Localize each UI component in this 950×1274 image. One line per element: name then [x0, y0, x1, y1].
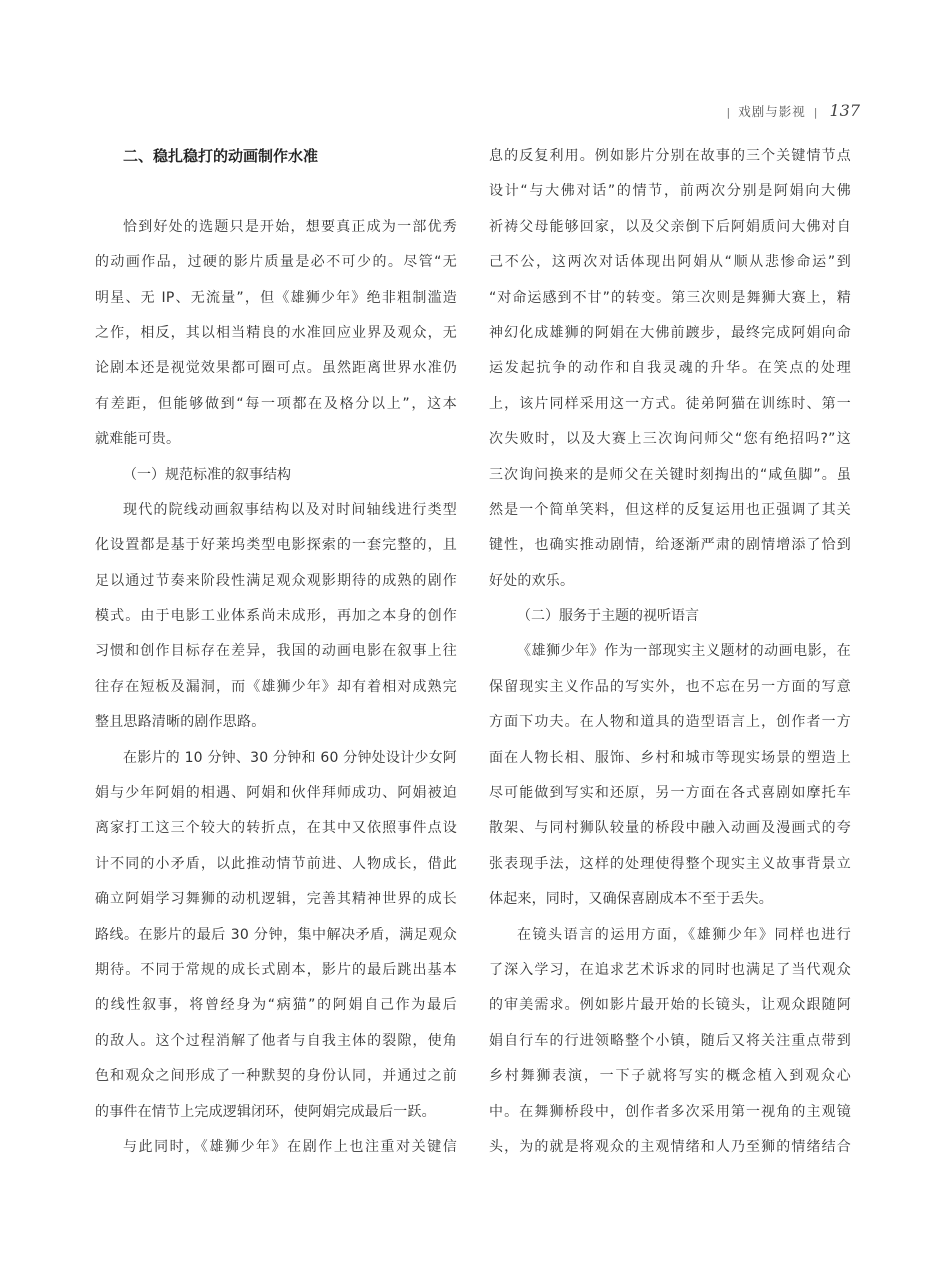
text-line: 乡村舞狮表演，一下子就将写实的概念植入到观众心 — [489, 1068, 851, 1085]
running-header — [727, 101, 861, 121]
text-line: 己不公，这两次对话体现出阿娟从“顺从悲惨命运”到 — [489, 254, 851, 271]
text-line: 确立阿娟学习舞狮的动机逻辑，完善其精神世界的成长 — [95, 891, 457, 908]
paragraph — [95, 493, 457, 741]
text-line: 神幻化成雄狮的阿娟在大佛前踱步，最终完成阿娟向命 — [489, 324, 851, 341]
text-line: 运发起抗争的动作和自我灵魂的升华。在笑点的处理 — [489, 360, 851, 377]
text-line: 色和观众之间形成了一种默契的身份认同，并通过之前 — [95, 1068, 457, 1085]
text-line: 路线。在影片的最后 30 分钟，集中解决矛盾，满足观众 — [95, 926, 457, 943]
text-line: 息的反复利用。例如影片分别在故事的三个关键情节点 — [489, 148, 851, 164]
text-line: 现代的院线动画叙事结构以及对时间轴线进行类型 — [123, 501, 457, 518]
text-line: 论剧本还是视觉效果都可圈可点。虽然距离世界水准仍 — [95, 360, 457, 377]
text-line: 模式。由于电影工业体系尚未成形，再加之本身的创作 — [95, 608, 457, 625]
text-line: 的动画作品，过硬的影片质量是必不可少的。尽管“无 — [95, 254, 457, 271]
text-line: 娟自行车的行进领略整个小镇，随后又将关注重点带到 — [489, 1032, 851, 1049]
text-line: 化设置都是基于好莱坞类型电影探索的一套完整的，且 — [95, 537, 457, 554]
text-line: “对命运感到不甘”的转变。第三次则是舞狮大赛上，精 — [489, 289, 851, 306]
text-line: 设计“与大佛对话”的情节，前两次分别是阿娟向大佛 — [489, 183, 851, 200]
text-line: 足以通过节奏来阶段性满足观众观影期待的成熟的剧作 — [95, 572, 457, 589]
subsection-heading: （一）规范标准的叙事结构 — [123, 466, 291, 483]
paragraph — [95, 1130, 457, 1165]
text-line: 的审美需求。例如影片最开始的长镜头，让观众跟随阿 — [489, 997, 851, 1014]
text-line: 离家打工这三个较大的转折点，在其中又依照事件点设 — [95, 820, 457, 837]
text-line: 次失败时，以及大赛上三次询问师父“您有绝招吗?”这 — [489, 431, 851, 448]
text-line: 的事件在情节上完成逻辑闭环，使阿娟完成最后一跃。 — [95, 1103, 436, 1120]
text-line: 祈祷父母能够回家，以及父亲倒下后阿娟质问大佛对自 — [489, 218, 851, 235]
paragraph — [95, 741, 457, 1130]
text-line: 的线性叙事，将曾经身为“病猫”的阿娟自己作为最后 — [95, 997, 457, 1014]
text-line: 明星、无 IP、无流量”，但《雄狮少年》绝非粗制滥造 — [95, 289, 457, 306]
text-line: 尽可能做到写实和还原，另一方面在各式喜剧如摩托车 — [489, 785, 851, 802]
paragraph — [489, 139, 851, 599]
section-heading: 二、稳扎稳打的动画制作水准 — [123, 147, 319, 165]
text-line: 与此同时，《雄狮少年》在剧作上也注重对关键信 — [123, 1138, 457, 1155]
subsection-heading: （二）服务于主题的视听语言 — [517, 608, 699, 625]
text-line: 往存在短板及漏洞，而《雄狮少年》却有着相对成熟完 — [95, 678, 457, 695]
text-line: 之作，相反，其以相当精良的水准回应业界及观众，无 — [95, 324, 457, 341]
text-line: 头，为的就是将观众的主观情绪和人乃至狮的情绪结合 — [489, 1138, 851, 1155]
text-line: 保留现实主义作品的写实外，也不忘在另一方面的写意 — [489, 678, 851, 695]
text-line: 在影片的 10 分钟、30 分钟和 60 分钟处设计少女阿 — [123, 749, 457, 766]
text-line: 了深入学习，在追求艺术诉求的同时也满足了当代观众 — [489, 961, 851, 978]
text-line: 键性，也确实推动剧情，给逐渐严肃的剧情增添了恰到 — [489, 537, 851, 554]
header-divider: | — [726, 106, 731, 119]
text-line: 上，该片同样采用这一方式。徒弟阿猫在训练时、第一 — [489, 395, 851, 412]
text-line: 张表现手法，这样的处理使得整个现实主义故事背景立 — [489, 855, 851, 872]
text-line: 体起来，同时，又确保喜剧成本不至于丢失。 — [489, 891, 773, 908]
text-line: 期待。不同于常规的成长式剧本，影片的最后跳出基本 — [95, 961, 457, 978]
text-line: 有差距，但能够做到“每一项都在及格分以上”，这本 — [95, 395, 457, 412]
page-number: 137 — [829, 101, 860, 120]
text-line: 然是一个简单笑料，但这样的反复运用也正强调了其关 — [489, 501, 851, 518]
text-line: 《雄狮少年》作为一部现实主义题材的动画电影，在 — [517, 643, 851, 660]
text-line: 散架、与同村狮队较量的桥段中融入动画及漫画式的夸 — [489, 820, 851, 837]
text-line: 习惯和创作目标存在差异，我国的动画电影在叙事上往 — [95, 643, 457, 660]
paragraph — [95, 210, 457, 458]
paragraph — [489, 634, 851, 917]
text-line: 计不同的小矛盾，以此推动情节前进、人物成长，借此 — [95, 855, 457, 872]
text-line: 面在人物长相、服饰、乡村和城市等现实场景的塑造上 — [489, 749, 851, 766]
text-line: 的敌人。这个过程消解了他者与自我主体的裂隙，使角 — [95, 1032, 457, 1049]
text-line: 整且思路清晰的剧作思路。 — [95, 714, 266, 731]
text-line: 在镜头语言的运用方面，《雄狮少年》同样也进行 — [517, 926, 851, 943]
paragraph — [489, 918, 851, 1166]
header-section-title: 戏剧与影视 — [738, 104, 806, 119]
text-line: 娟与少年阿娟的相遇、阿娟和伙伴拜师成功、阿娟被迫 — [95, 785, 457, 802]
text-line: 恰到好处的选题只是开始，想要真正成为一部优秀 — [123, 218, 457, 235]
text-line: 就难能可贵。 — [95, 431, 181, 448]
text-line: 中。在舞狮桥段中，创作者多次采用第一视角的主观镜 — [489, 1103, 851, 1120]
right-column — [489, 139, 851, 1165]
left-column — [95, 139, 457, 1165]
text-line: 好处的欢乐。 — [489, 572, 575, 589]
text-line: 方面下功夫。在人物和道具的造型语言上，创作者一方 — [489, 714, 851, 731]
text-line: 三次询问换来的是师父在关键时刻掏出的“咸鱼脚”。虽 — [489, 466, 851, 483]
header-divider: | — [813, 106, 818, 119]
